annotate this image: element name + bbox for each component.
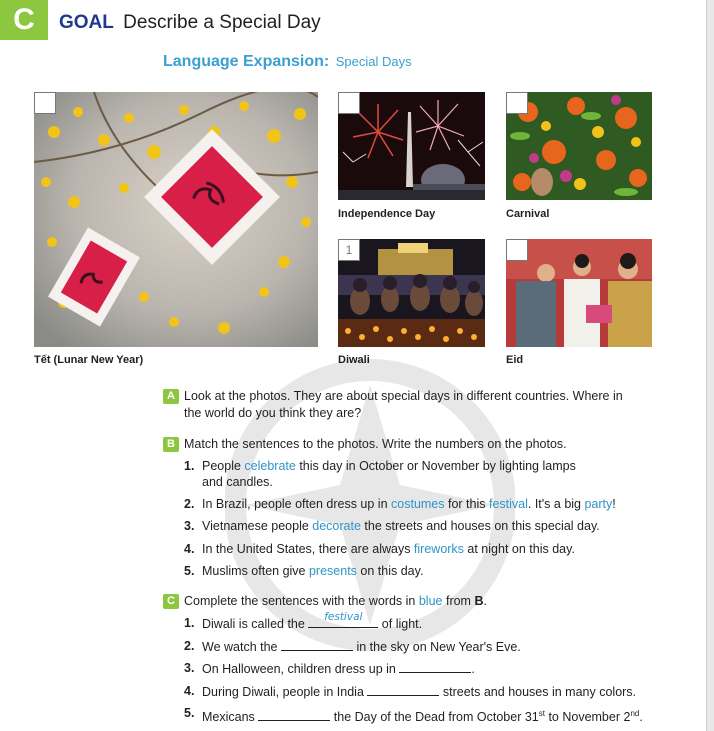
item-number: 5.	[184, 706, 195, 720]
item-number: 1.	[184, 459, 195, 473]
activity-a-line1: Look at the photos. They are about special days in different countries. Where in	[184, 389, 623, 403]
item-number: 4.	[184, 684, 195, 698]
activity-c	[163, 593, 663, 611]
language-expansion-heading	[163, 53, 412, 71]
section-letter-tab: C	[0, 0, 48, 40]
activity-c-badge: C	[163, 594, 179, 609]
keyword-celebrate: celebrate	[244, 459, 296, 473]
item-number: 3.	[184, 519, 195, 533]
item-text: People celebrate this day in October or November by lighting lamps	[202, 459, 576, 473]
item-number: 1.	[184, 616, 195, 630]
answer-blank[interactable]	[367, 683, 439, 696]
activity-a-line2: the world do you think they are?	[184, 406, 362, 420]
page-edge	[706, 0, 714, 731]
independence-day-image	[338, 92, 485, 200]
item-text: Vietnamese people decorate the streets and houses on this special day.	[202, 519, 600, 533]
item-text: Diwali is called the festival of light.	[202, 611, 423, 631]
keyword-festival: festival	[488, 497, 528, 511]
item-text: During Diwali, people in India streets and houses in many colors.	[202, 685, 637, 699]
item-text: In Brazil, people often dress up in costumes for this festival. It's a big party!	[202, 497, 616, 511]
activity-b-badge: B	[163, 437, 179, 452]
item-text: On Halloween, children dress up in .	[202, 662, 475, 676]
activity-c-instruction: Complete the sentences with the words in blue from B.	[184, 594, 487, 608]
item-number: 3.	[184, 661, 195, 675]
caption-carnival: Carnival	[506, 208, 550, 220]
photo-number-box[interactable]: 1	[338, 239, 360, 261]
item-number: 5.	[184, 564, 195, 578]
photo-number-box[interactable]	[34, 92, 56, 114]
item-number: 4.	[184, 542, 195, 556]
keyword-fireworks: fireworks	[413, 542, 464, 556]
tet-image	[34, 92, 318, 347]
goal-label: GOAL	[59, 12, 114, 33]
photo-diwali	[338, 239, 485, 347]
photo-independence-day	[338, 92, 485, 200]
photo-tet	[34, 92, 318, 347]
item-text: In the United States, there are always fireworks at night on this day.	[202, 542, 575, 556]
caption-diwali: Diwali	[338, 354, 370, 366]
language-expansion-title: Language Expansion:	[163, 53, 330, 70]
language-expansion-subtitle: Special Days	[335, 54, 412, 69]
item-number: 2.	[184, 497, 195, 511]
activity-b-instruction: Match the sentences to the photos. Write the numbers on the photos.	[184, 437, 567, 451]
item-text: We watch the in the sky on New Year's Eve.	[202, 640, 521, 654]
photo-number-box[interactable]	[338, 92, 360, 114]
caption-tet: Tết (Lunar New Year)	[34, 354, 144, 366]
photo-eid	[506, 239, 652, 347]
keyword-costumes: costumes	[391, 497, 445, 511]
item-number: 2.	[184, 639, 195, 653]
activity-b	[163, 436, 663, 454]
goal-heading	[59, 12, 321, 34]
diwali-image	[338, 239, 485, 347]
activity-a-text	[184, 388, 644, 422]
answer-blank[interactable]	[281, 638, 353, 651]
item-text: Mexicans the Day of the Dead from October 31st to November 2nd.	[202, 709, 643, 725]
answer-blank[interactable]	[399, 660, 471, 673]
keyword-decorate: decorate	[312, 519, 361, 533]
item-text: Muslims often give presents on this day.	[202, 564, 424, 578]
answer-blank[interactable]	[258, 708, 330, 721]
photo-number-box[interactable]	[506, 92, 528, 114]
keyword-party: party	[584, 497, 613, 511]
photo-carnival	[506, 92, 652, 200]
photo-number-box[interactable]	[506, 239, 528, 261]
caption-independence-day: Independence Day	[338, 208, 436, 220]
activity-b-item-1-cont: and candles.	[202, 475, 273, 489]
goal-title: Describe a Special Day	[123, 12, 321, 33]
caption-eid: Eid	[506, 354, 524, 366]
answer-blank[interactable]	[308, 611, 378, 628]
activity-a-badge: A	[163, 389, 179, 404]
keyword-presents: presents	[308, 564, 357, 578]
answer-festival: festival	[324, 611, 363, 623]
activity-a	[163, 388, 663, 424]
